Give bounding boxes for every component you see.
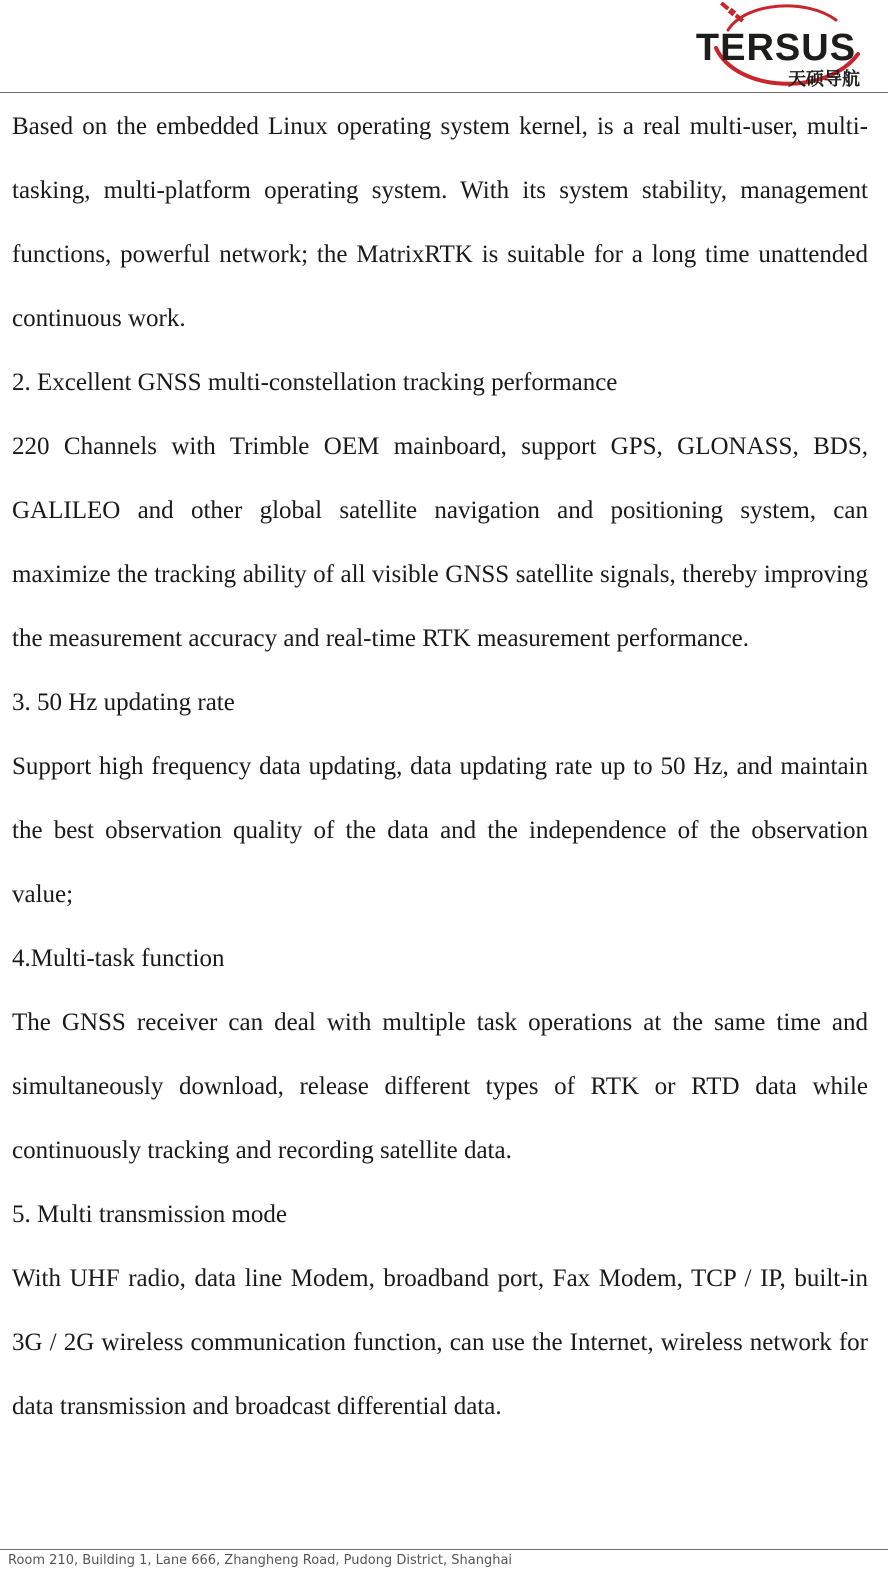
paragraph-3: Support high frequency data updating, data updating rate up to 50 Hz, and maintain the best observation quality of the data and the independence of the observation value; [12, 753, 868, 908]
section-heading-5: 5. Multi transmission mode [12, 1201, 287, 1228]
document-body [12, 95, 868, 1439]
tersus-logo [676, 2, 876, 90]
section-heading-4: 4.Multi-task function [12, 945, 225, 972]
footer-address: Room 210, Building 1, Lane 666, Zhangheng Road, Pudong District, Shanghai [8, 1553, 513, 1568]
paragraph-5: With UHF radio, data line Modem, broadband port, Fax Modem, TCP / IP, built-in 3G / 2G wireless communication function, can use the Internet, wireless network for data transmission and broadcast differential data. [12, 1265, 868, 1420]
paragraph-4: The GNSS receiver can deal with multiple task operations at the same time and simultaneously download, release different types of RTK or RTD data while continuously tracking and recording satellite data. [12, 1009, 868, 1164]
paragraph-intro: Based on the embedded Linux operating system kernel, is a real multi-user, multi-tasking, multi-platform operating system. With its system stability, management functions, powerful network; the MatrixRTK is suitable for a long time unattended continuous work. [12, 113, 868, 332]
satellite-icon [719, 2, 744, 23]
page-header [0, 0, 888, 93]
footer-divider [0, 1549, 888, 1550]
logo-chinese-text: 天硕导航 [788, 69, 860, 90]
section-heading-2: 2. Excellent GNSS multi-constellation tracking performance [12, 369, 618, 396]
section-heading-3: 3. 50 Hz updating rate [12, 689, 235, 716]
paragraph-2: 220 Channels with Trimble OEM mainboard, support GPS, GLONASS, BDS, GALILEO and other global satellite navigation and positioning system, can maximize the tracking ability of all visible GNSS satellite signals, thereby improving the measurement accuracy and real-time RTK measurement performance. [12, 433, 868, 652]
header-divider [0, 92, 888, 93]
logo-brand-text: TERSUS [695, 27, 857, 69]
